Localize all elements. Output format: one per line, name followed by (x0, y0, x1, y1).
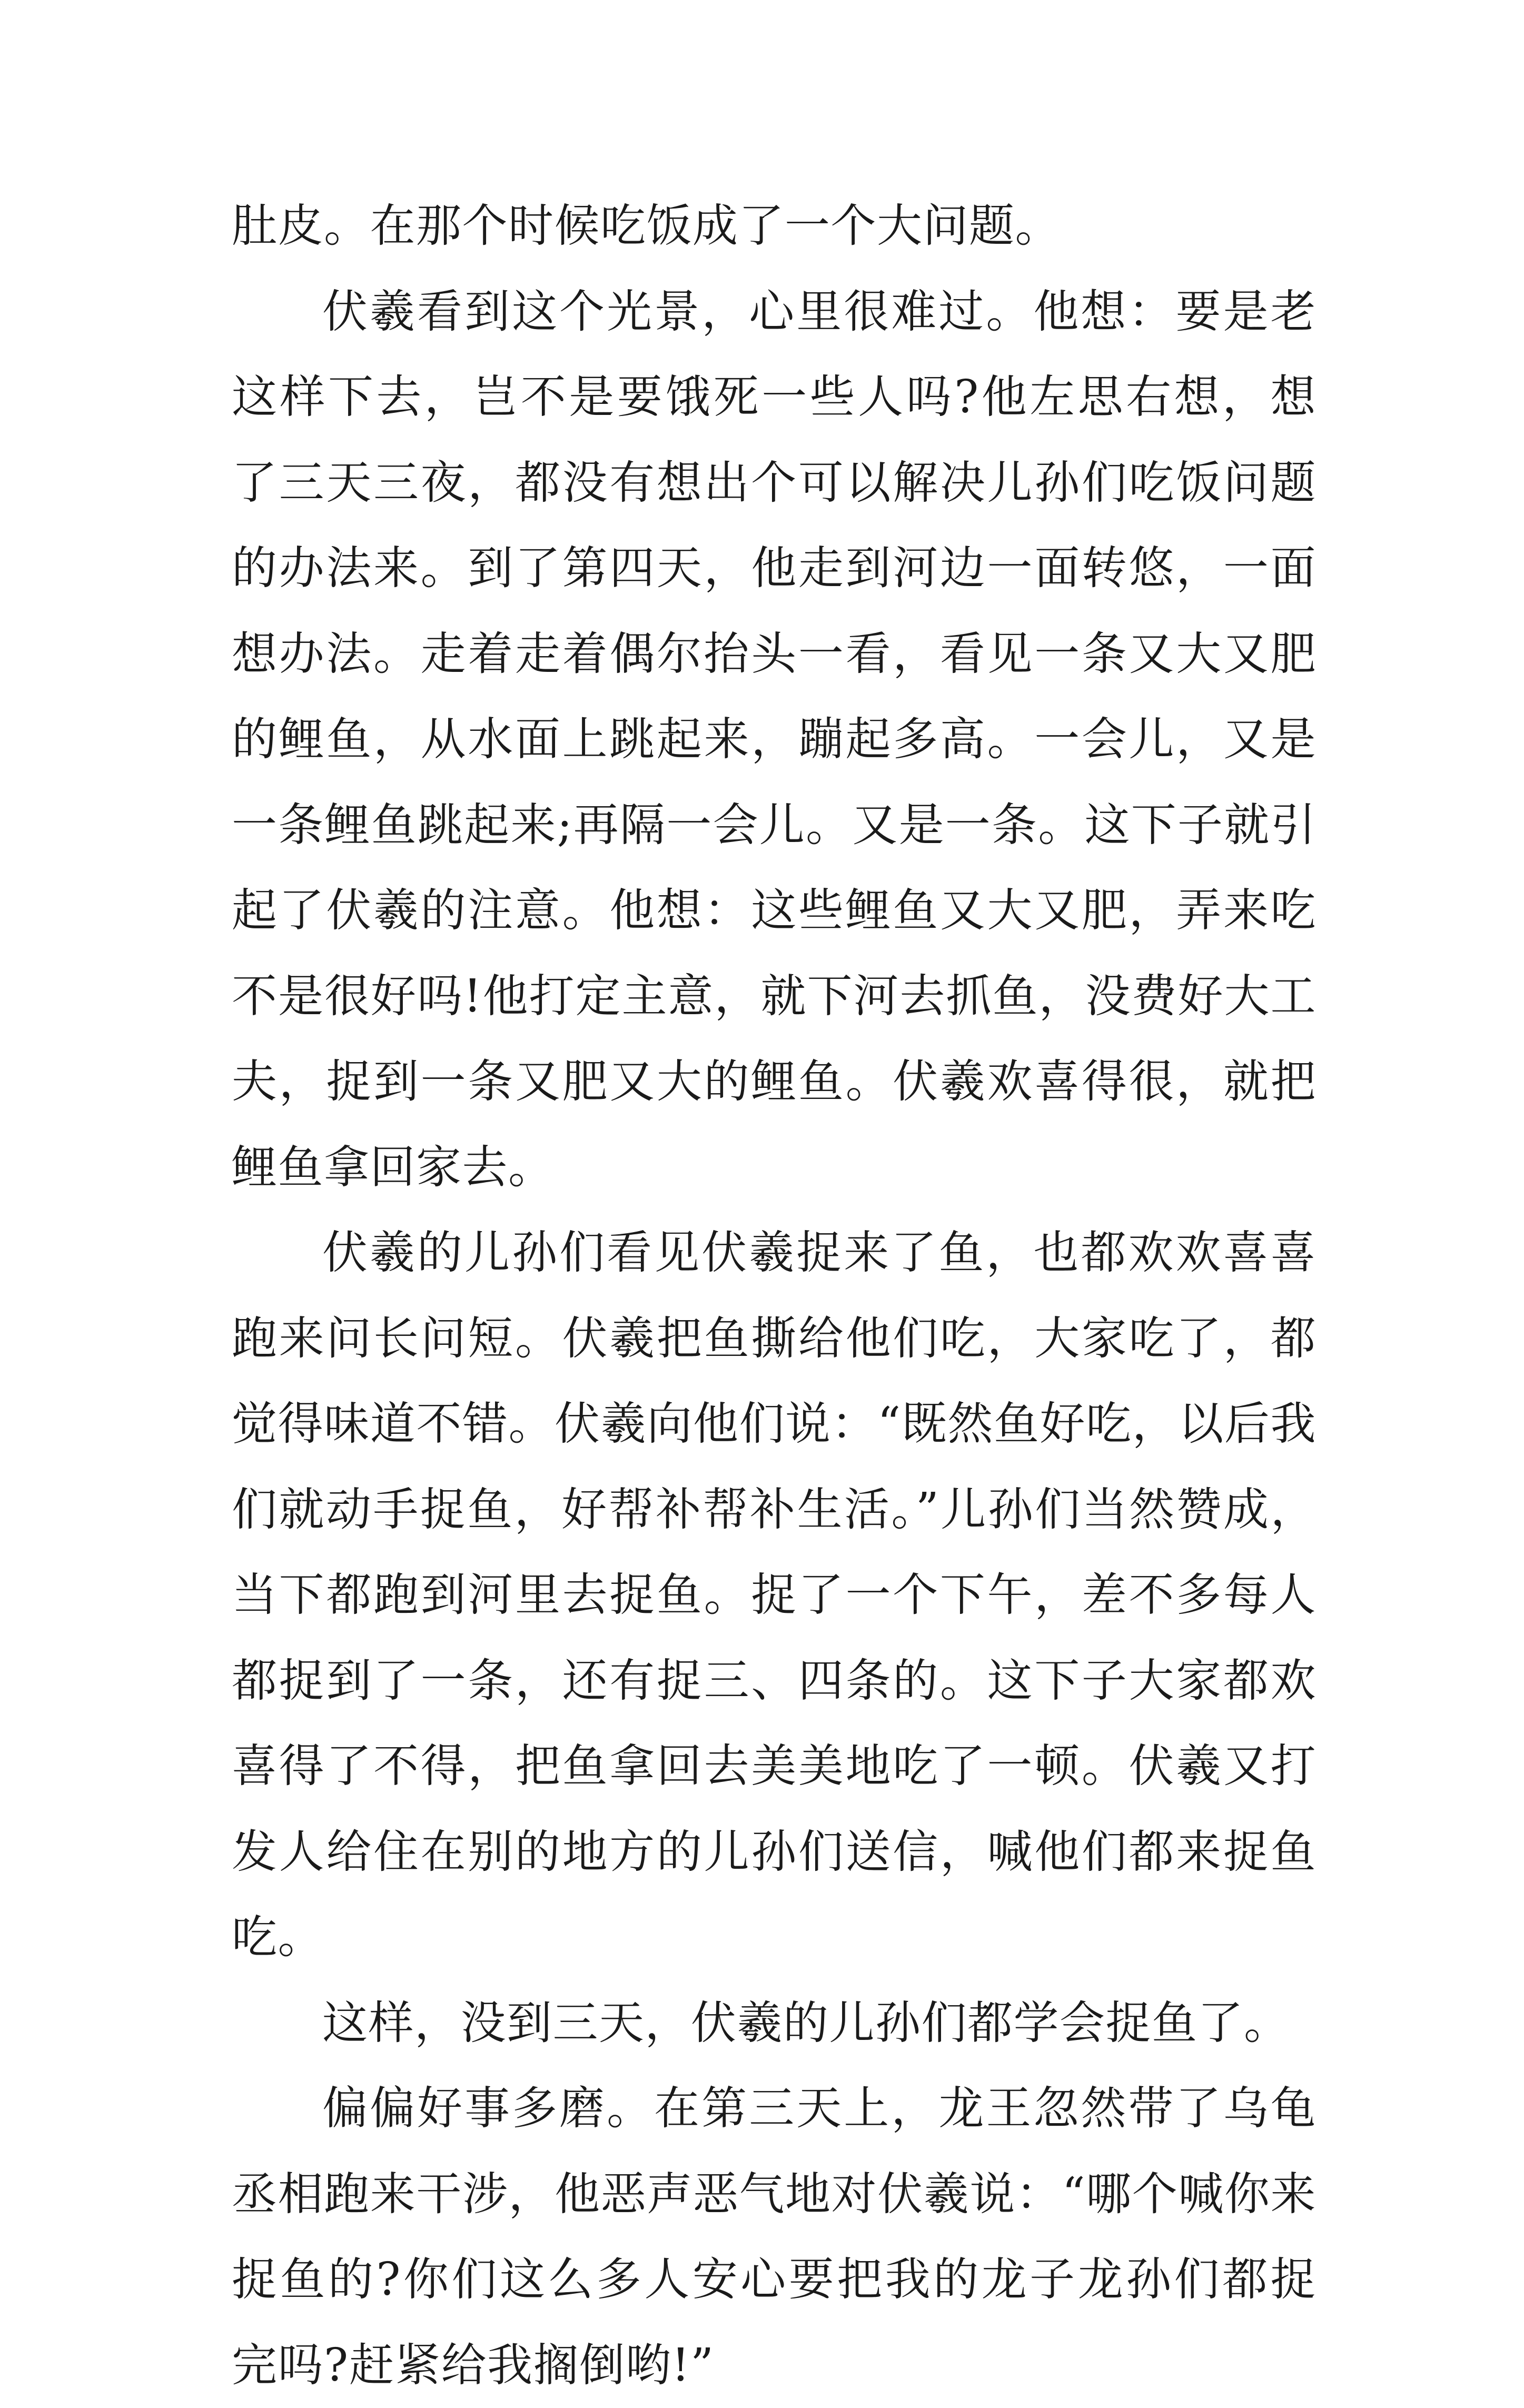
paragraph-3: 伏羲的儿孙们看见伏羲捉来了鱼，也都欢欢喜喜跑来问长问短。伏羲把鱼撕给他们吃，大家吃了，都觉得味道不错。伏羲向他们说：“既然鱼好吃，以后我们就动手捉鱼，好帮补帮补生活。”儿孙们当然赞成，当下都跑到河里去捉鱼。捉了一个下午，差不多每人都捉到了一条，还有捉三、四条的。这下子大家都欢喜得了不得，把鱼拿回去美美地吃了一顿。伏羲又打发人给住在别的地方的儿孙们送信，喊他们都来捉鱼吃。 (232, 1226, 1317, 1964)
document-body (232, 183, 1317, 2408)
paragraph-5: 偏偏好事多磨。在第三天上，龙王忽然带了乌龟丞相跑来干涉，他恶声恶气地对伏羲说：“哪个喊你来捉鱼的?你们这么多人安心要把我的龙子龙孙们都捉完吗?赶紧给我搁倒哟!” (232, 2082, 1317, 2392)
paragraph-2: 伏羲看到这个光景，心里很难过。他想：要是老这样下去，岂不是要饿死一些人吗?他左思右想，想了三天三夜，都没有想出个可以解决儿孙们吃饭问题的办法来。到了第四天，他走到河边一面转悠，一面想办法。走着走着偶尔抬头一看，看见一条又大又肥的鲤鱼，从水面上跳起来，蹦起多高。一会儿，又是一条鲤鱼跳起来;再隔一会儿。又是一条。这下子就引起了伏羲的注意。他想：这些鲤鱼又大又肥，弄来吃不是很好吗!他打定主意，就下河去抓鱼，没费好大工夫，捉到一条又肥又大的鲤鱼。伏羲欢喜得很，就把鲤鱼拿回家去。 (232, 285, 1317, 1194)
paragraph-1: 肚皮。在那个时候吃饭成了一个大问题。 (232, 200, 1061, 252)
paragraph-4: 这样，没到三天，伏羲的儿孙们都学会捉鱼了。 (322, 1996, 1290, 2049)
